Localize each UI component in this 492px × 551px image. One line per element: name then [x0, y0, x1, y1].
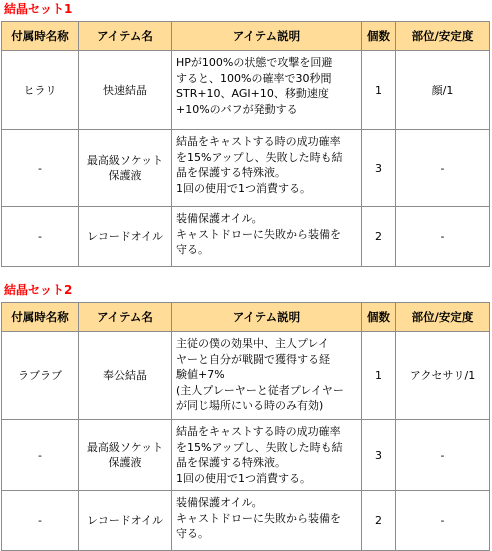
crystal-set-2-table [1, 302, 490, 551]
count-cell: 2 [362, 491, 396, 551]
header-part-stability: 部位/安定度 [396, 303, 490, 332]
header-attach-name: 付属時名称 [2, 303, 79, 332]
attach-name-cell: - [2, 491, 79, 551]
item-name-line: レコードオイル [86, 230, 164, 243]
item-description-cell [172, 332, 362, 420]
attach-name-cell: ラブラブ [2, 332, 79, 420]
item-name-cell [79, 130, 172, 207]
count-cell: 1 [362, 332, 396, 420]
item-description-cell [172, 491, 362, 551]
header-row [2, 303, 490, 332]
description-line: 守る。 [176, 527, 209, 540]
description-line: を15%アップし、失敗した時も結 [176, 150, 343, 164]
table-row [2, 332, 490, 420]
item-name-cell [79, 332, 172, 420]
part-stability-cell: アクセサリ/1 [396, 332, 490, 420]
header-count: 個数 [362, 22, 396, 51]
section-title-set-2: 結晶セット2 [4, 283, 73, 297]
description-line: キャストドローに失敗から装備を [176, 227, 341, 241]
item-name-line: 保護液 [108, 456, 142, 469]
description-line: を15%アップし、失敗した時も結 [176, 440, 343, 454]
description-line: 晶を保護する特殊液。 [176, 456, 286, 469]
description-line: (主人プレーヤーと従者プレイヤー [176, 383, 344, 397]
description-line: が同じ場所にいる時のみ有効) [176, 399, 324, 412]
header-item-description: アイテム説明 [172, 22, 362, 51]
attach-name-cell: - [2, 420, 79, 491]
count-cell: 1 [362, 51, 396, 130]
part-stability-cell: - [396, 207, 490, 267]
description-line: ヤーと自分が戦闘で獲得する経 [176, 352, 330, 366]
item-name-cell [79, 207, 172, 267]
header-item-name: アイテム名 [79, 303, 172, 332]
table-row [2, 207, 490, 267]
item-description-cell [172, 207, 362, 267]
description-line: +10%のバフが発動する [176, 102, 298, 116]
description-line: HPが100%の状態で攻撃を回避 [176, 56, 333, 69]
description-line: STR+10、AGI+10、移動速度 [176, 87, 329, 100]
item-name-line: 保護液 [108, 169, 142, 182]
description-line: 守る。 [176, 243, 209, 256]
table-row [2, 491, 490, 551]
item-name-line: 最高級ソケット [86, 441, 164, 454]
item-name-line: レコードオイル [86, 514, 164, 527]
description-line: 装備保護オイル。 [176, 496, 263, 509]
header-item-name: アイテム名 [79, 22, 172, 51]
attach-name-cell: ヒラリ [2, 51, 79, 130]
description-line: 結晶をキャストする時の成功確率 [176, 135, 341, 148]
item-name-line: 最高級ソケット [86, 154, 164, 167]
description-line: 1回の使用で1つ消費する。 [176, 471, 311, 485]
description-line: すると、100%の確率で30秒間 [176, 71, 332, 85]
header-row [2, 22, 490, 51]
description-line: 主従の僕の効果中、主人プレイ [176, 337, 330, 350]
item-name-cell [79, 51, 172, 130]
header-item-description: アイテム説明 [172, 303, 362, 332]
item-name-line: 奉公結晶 [103, 369, 147, 382]
description-line: 装備保護オイル。 [176, 212, 263, 225]
table-row [2, 420, 490, 491]
count-cell: 3 [362, 420, 396, 491]
header-count: 個数 [362, 303, 396, 332]
part-stability-cell: - [396, 130, 490, 207]
description-line: 結晶をキャストする時の成功確率 [176, 425, 341, 438]
description-line: 1回の使用で1つ消費する。 [176, 181, 311, 195]
part-stability-cell: 顔/1 [396, 51, 490, 130]
part-stability-cell: - [396, 491, 490, 551]
count-cell: 2 [362, 207, 396, 267]
attach-name-cell: - [2, 207, 79, 267]
description-line: 晶を保護する特殊液。 [176, 166, 286, 179]
item-description-cell [172, 420, 362, 491]
crystal-set-1-table [1, 21, 490, 267]
table-row [2, 51, 490, 130]
table-row [2, 130, 490, 207]
item-name-cell [79, 420, 172, 491]
count-cell: 3 [362, 130, 396, 207]
part-stability-cell: - [396, 420, 490, 491]
attach-name-cell: - [2, 130, 79, 207]
header-part-stability: 部位/安定度 [396, 22, 490, 51]
item-description-cell [172, 51, 362, 130]
item-name-cell [79, 491, 172, 551]
item-name-line: 快速結晶 [103, 83, 147, 97]
description-line: キャストドローに失敗から装備を [176, 511, 341, 525]
description-line: 験値+7% [176, 368, 225, 381]
section-title-set-1: 結晶セット1 [4, 2, 73, 16]
header-attach-name: 付属時名称 [2, 22, 79, 51]
item-description-cell [172, 130, 362, 207]
